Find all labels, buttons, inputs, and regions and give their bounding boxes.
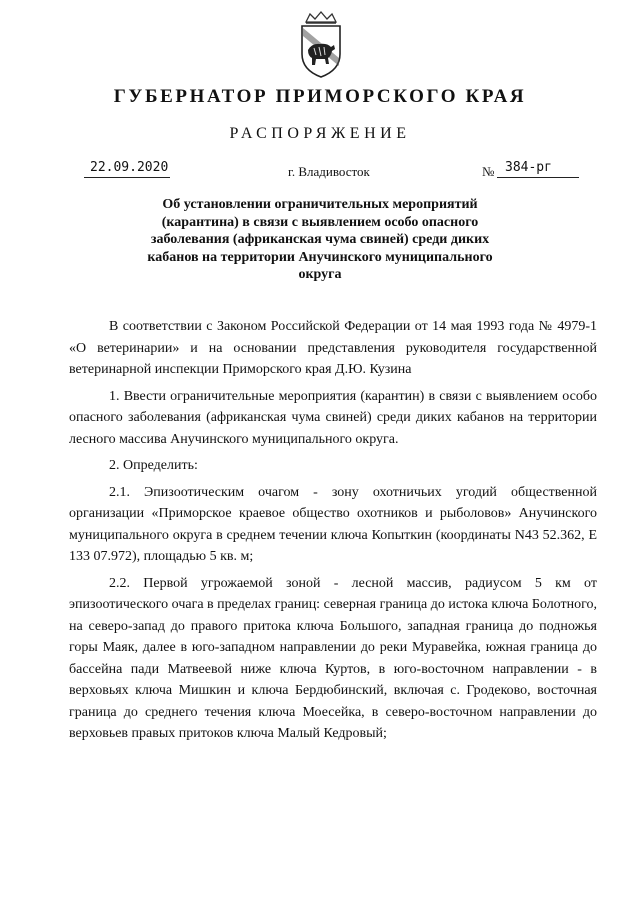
document-type: РАСПОРЯЖЕНИЕ xyxy=(229,125,411,142)
document-city: г. Владивосток xyxy=(288,164,370,179)
document-title: Об установлении ограничительных мероприятий (карантина) в связи с выявлением особо опасного заболевания (африканская чума свиней) среди диких кабанов на территории Анучинского муниципального округа xyxy=(147,197,493,282)
clause-1: 1. Ввести ограничительные мероприятия (карантин) в связи с выявлением особо опасного заболевания (африканская чума свиней) среди диких кабанов на территории лесного массива Анучинского муниципального округа. xyxy=(69,388,597,447)
date-underline xyxy=(84,177,170,178)
preamble-paragraph: В соответствии с Законом Российской Федерации от 14 мая 1993 года № 4979-1 «О ветеринарии» и на основании представления руководителя государственной ветеринарной инспекции Приморского края Д.Ю. Кузина xyxy=(69,319,597,377)
clause-2: 2. Определить: xyxy=(109,458,198,473)
authority-title: ГУБЕРНАТОР ПРИМОРСКОГО КРАЯ xyxy=(113,86,527,107)
document-date: 22.09.2020 xyxy=(90,160,169,175)
clause-2-1: 2.1. Эпизоотическим очагом - зону охотничьих угодий общественной организации «Приморское краевое общество охотников и рыболовов» Анучинского муниципального округа в среднем течении ключа Копыткин (координаты N43 52.362, E 133 07.972), площадью 5 кв. м; xyxy=(69,484,597,564)
document-body xyxy=(69,316,597,750)
number-sign: № xyxy=(482,164,495,179)
clause-2-2: 2.2. Первой угрожаемой зоной - лесной массив, радиусом 5 км от эпизоотического очага в пределах границ: северная граница до истока ключа Болотного, на северо-запад до правого притока ключа Большого, западная граница до подножья горы Маяк, далее в юго-западном направлении до реки Муравейка, южная граница до бассейна пади Матвеевой ниже ключа Куртов, в юго-восточном направлении - в верховьях ключа Мишкин и ключа Бердюбинский, включая с. Гродеково, восточная граница до среднего течения ключа Моесейка, в северо-восточном направлении до верховьев правых притоков ключа Малый Кедровый; xyxy=(69,575,597,741)
document-number: 384-рг xyxy=(505,160,552,175)
coat-of-arms-icon xyxy=(294,10,348,80)
number-underline xyxy=(497,177,579,178)
